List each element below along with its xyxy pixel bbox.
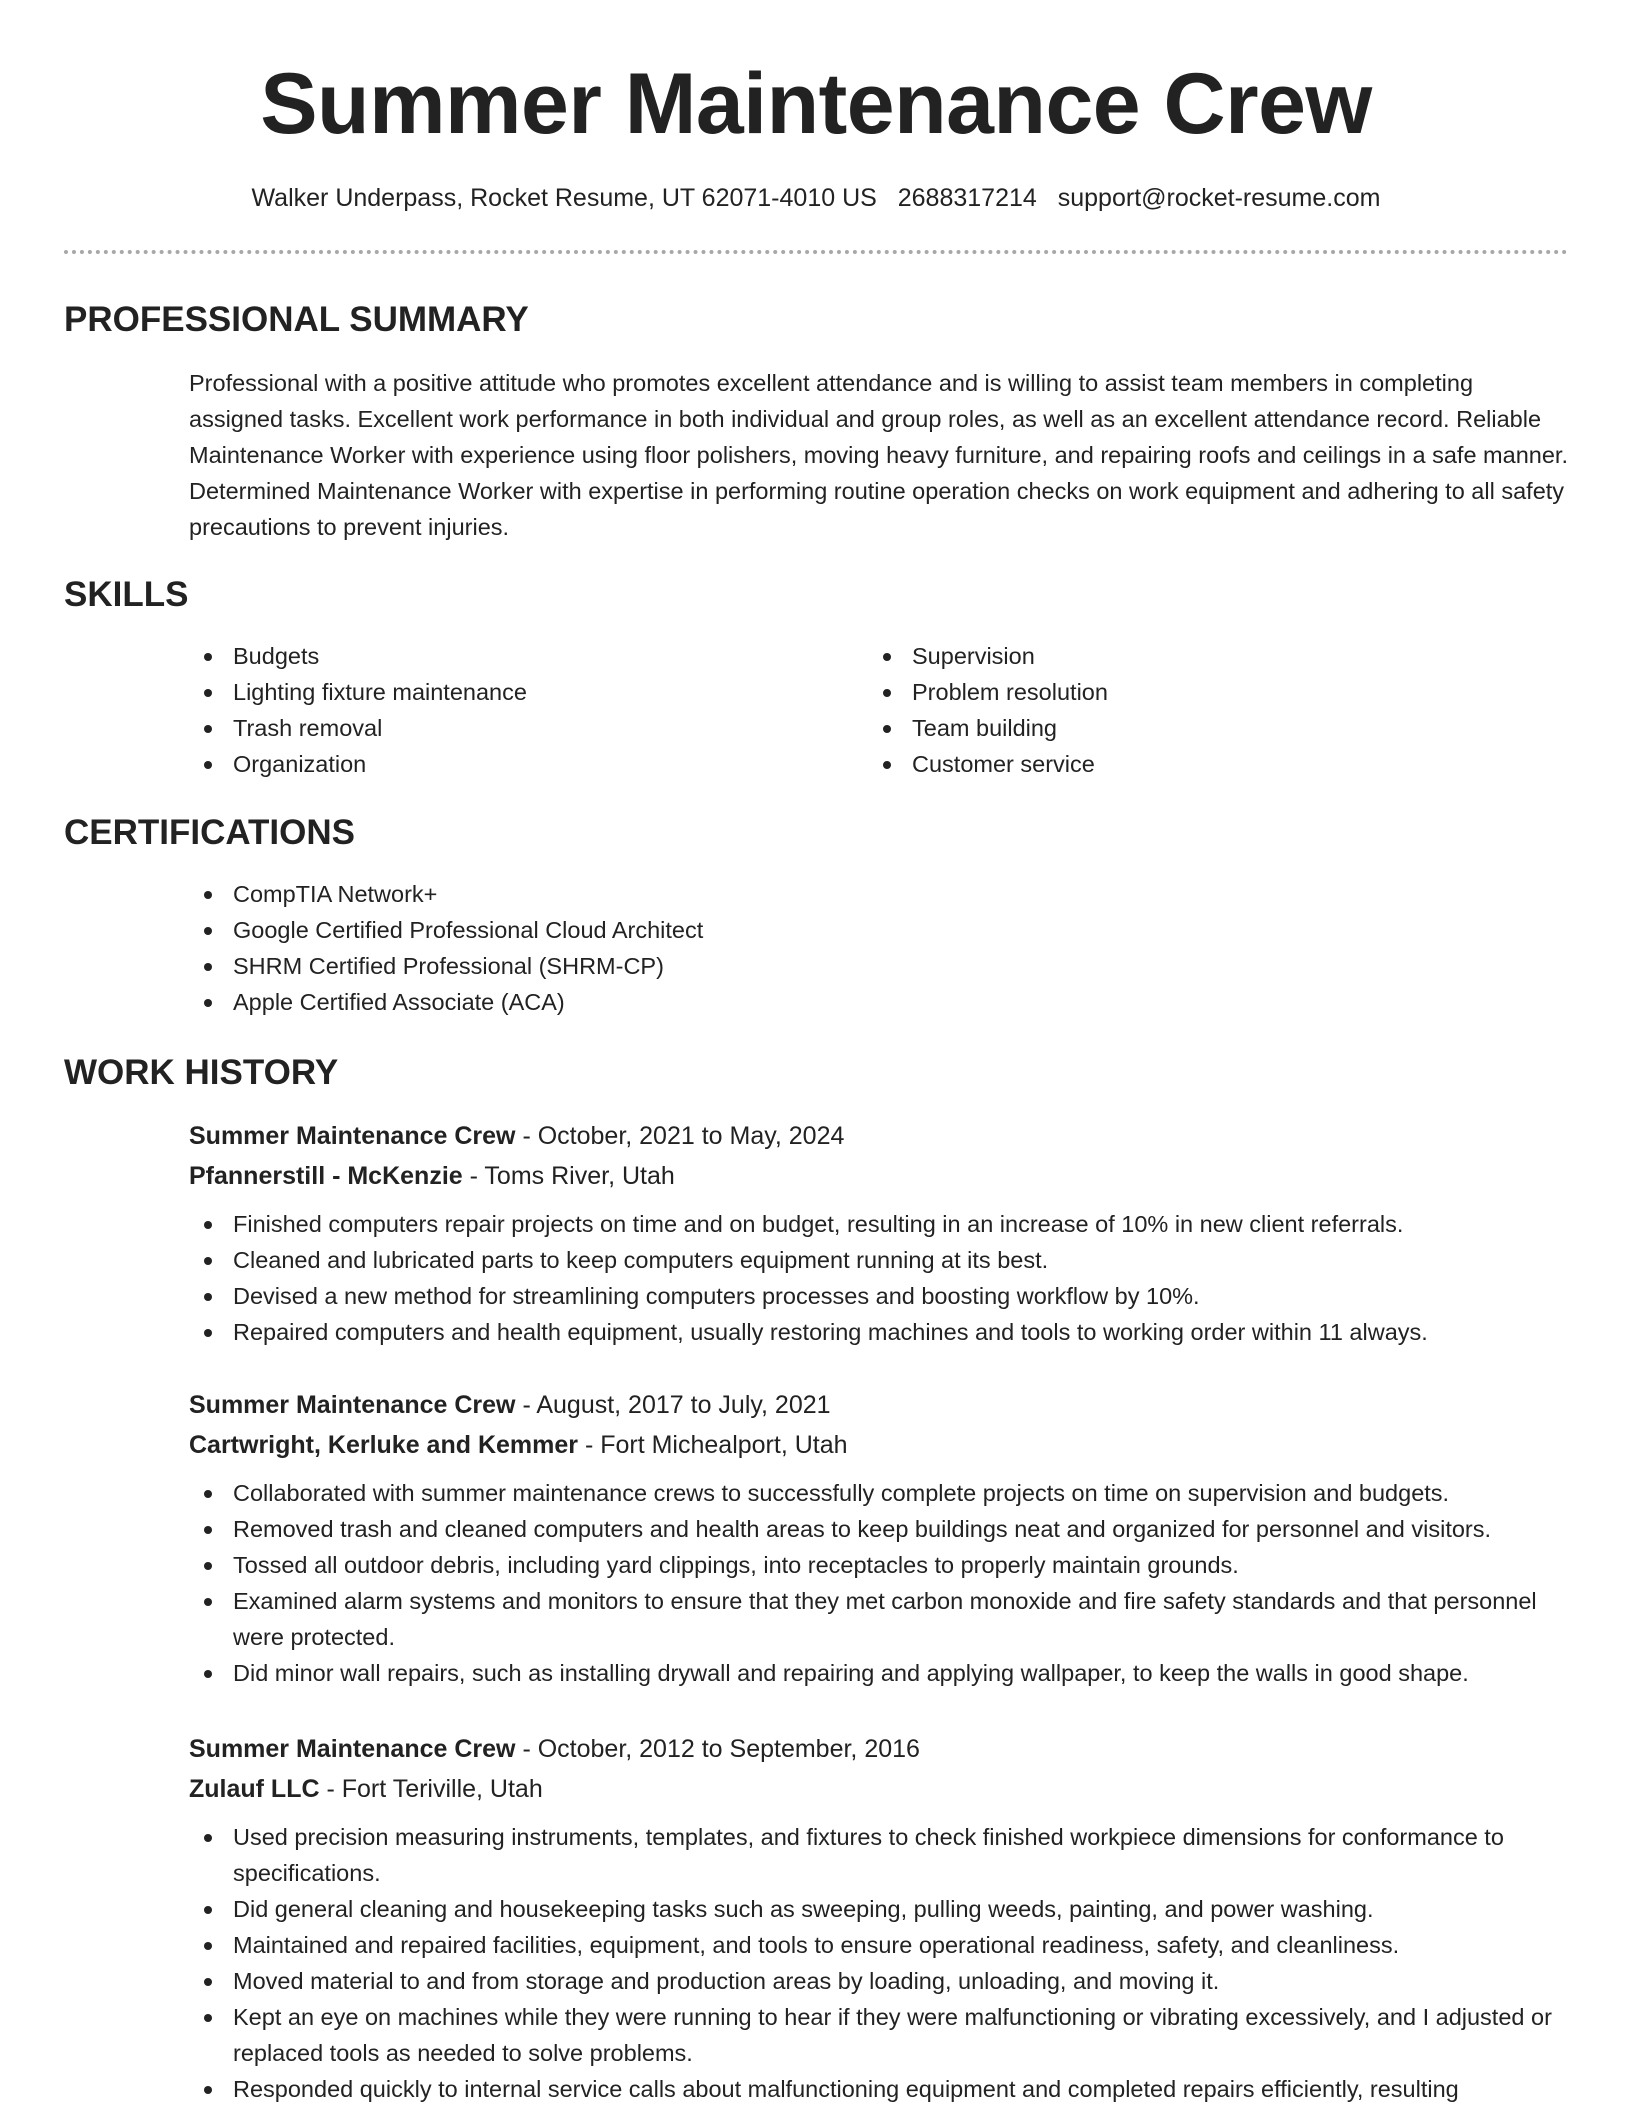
- job-bullet: Tossed all outdoor debris, including yard clippings, into receptacles to properly maintain grounds.: [189, 1547, 1569, 1583]
- certification-item: CompTIA Network+: [189, 876, 1569, 912]
- job-title: Summer Maintenance Crew: [189, 1122, 516, 1150]
- summary-text: Professional with a positive attitude who promotes excellent attendance and is willing to assist team members in completing assigned tasks. Excellent work performance in both individual and group roles, as well as an excellent attendance record. Reliable Maintenance Worker with experience using floor polishers, moving heavy furniture, and repairing roofs and ceilings in a safe manner. Determined Maintenance Worker with expertise in performing routine operation checks on work equipment and adhering to all safety precautions to prevent injuries.: [189, 370, 1568, 540]
- certifications-heading: CERTIFICATIONS: [64, 813, 356, 852]
- job-bullet: Did minor wall repairs, such as installing drywall and repairing and applying wallpaper, to keep the walls in good shape.: [189, 1655, 1569, 1691]
- job-bullet: Removed trash and cleaned computers and health areas to keep buildings neat and organized for personnel and visitors.: [189, 1511, 1569, 1547]
- job-bullet: Responded quickly to internal service calls about malfunctioning equipment and completed repairs efficiently, resulting: [189, 2071, 1569, 2107]
- header-divider: [64, 250, 1568, 254]
- skills-list-left: [189, 638, 829, 782]
- job-title: Summer Maintenance Crew: [189, 1735, 516, 1763]
- contact-address: Walker Underpass, Rocket Resume, UT 62071-4010 US: [251, 184, 877, 212]
- job-bullet: Did general cleaning and housekeeping tasks such as sweeping, pulling weeds, painting, and power washing.: [189, 1891, 1569, 1927]
- job-entry: [189, 1385, 1569, 1691]
- job-bullet: Devised a new method for streamlining computers processes and boosting workflow by 10%.: [189, 1278, 1569, 1314]
- skill-item: Customer service: [868, 746, 1508, 782]
- certifications-list: [189, 876, 1569, 1020]
- summary-heading: PROFESSIONAL SUMMARY: [64, 300, 529, 339]
- job-title-line: [189, 1385, 1569, 1425]
- contact-phone: 2688317214: [897, 184, 1037, 212]
- job-bullet: Kept an eye on machines while they were running to hear if they were malfunctioning or vibrating excessively, and I adjusted or replaced tools as needed to solve problems.: [189, 1999, 1569, 2071]
- job-company-line: [189, 1156, 1569, 1196]
- job-title: Summer Maintenance Crew: [189, 1391, 516, 1419]
- job-bullet: Moved material to and from storage and production areas by loading, unloading, and moving it.: [189, 1963, 1569, 1999]
- job-title-line: [189, 1116, 1569, 1156]
- job-bullets: [189, 1819, 1569, 2107]
- job-company: Zulauf LLC: [189, 1775, 320, 1803]
- job-bullet: Maintained and repaired facilities, equipment, and tools to ensure operational readiness, safety, and cleanliness.: [189, 1927, 1569, 1963]
- skill-item: Team building: [868, 710, 1508, 746]
- certification-item: Apple Certified Associate (ACA): [189, 984, 1569, 1020]
- skills-heading: SKILLS: [64, 575, 189, 614]
- skills-list-right: [868, 638, 1508, 782]
- job-bullet: Examined alarm systems and monitors to ensure that they met carbon monoxide and fire safety standards and that personnel were protected.: [189, 1583, 1569, 1655]
- skill-item: Supervision: [868, 638, 1508, 674]
- skill-item: Organization: [189, 746, 829, 782]
- job-company: Pfannerstill - McKenzie: [189, 1162, 463, 1190]
- job-company: Cartwright, Kerluke and Kemmer: [189, 1431, 578, 1459]
- contact-email: support@rocket-resume.com: [1057, 184, 1381, 212]
- job-location: - Fort Teriville, Utah: [319, 1775, 543, 1803]
- job-dates: - August, 2017 to July, 2021: [515, 1391, 831, 1419]
- job-bullet: Repaired computers and health equipment, usually restoring machines and tools to working order within 11 always.: [189, 1314, 1569, 1350]
- resume-name: Summer Maintenance Crew: [260, 56, 1372, 152]
- contact-line: [0, 178, 1632, 218]
- job-bullet: Finished computers repair projects on time and on budget, resulting in an increase of 10% in new client referrals.: [189, 1206, 1569, 1242]
- job-bullet: Used precision measuring instruments, templates, and fixtures to check finished workpiece dimensions for conformance to specifications.: [189, 1819, 1569, 1891]
- skill-item: Budgets: [189, 638, 829, 674]
- work-history-heading: WORK HISTORY: [64, 1053, 339, 1092]
- job-entry: [189, 1729, 1569, 2107]
- job-title-line: [189, 1729, 1569, 1769]
- job-company-line: [189, 1769, 1569, 1809]
- job-entry: [189, 1116, 1569, 1350]
- skill-item: Problem resolution: [868, 674, 1508, 710]
- job-location: - Fort Michealport, Utah: [578, 1431, 848, 1459]
- job-dates: - October, 2012 to September, 2016: [515, 1735, 920, 1763]
- job-bullet: Cleaned and lubricated parts to keep computers equipment running at its best.: [189, 1242, 1569, 1278]
- skill-item: Lighting fixture maintenance: [189, 674, 829, 710]
- job-location: - Toms River, Utah: [462, 1162, 675, 1190]
- job-dates: - October, 2021 to May, 2024: [515, 1122, 845, 1150]
- certification-item: Google Certified Professional Cloud Architect: [189, 912, 1569, 948]
- job-bullets: [189, 1475, 1569, 1691]
- job-bullet: Collaborated with summer maintenance crews to successfully complete projects on time on supervision and budgets.: [189, 1475, 1569, 1511]
- certification-item: SHRM Certified Professional (SHRM-CP): [189, 948, 1569, 984]
- job-bullets: [189, 1206, 1569, 1350]
- job-company-line: [189, 1425, 1569, 1465]
- skill-item: Trash removal: [189, 710, 829, 746]
